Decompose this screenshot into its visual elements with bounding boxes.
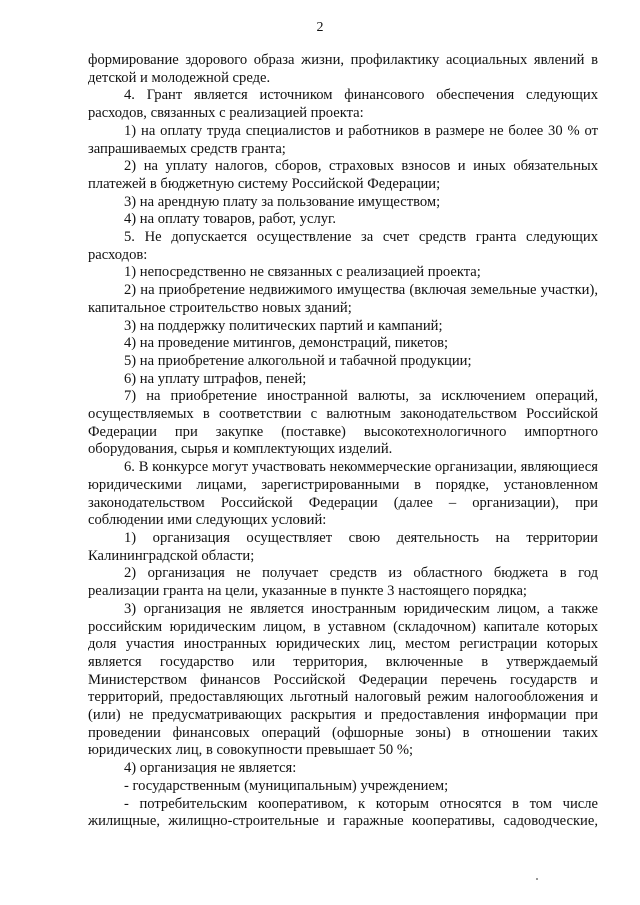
paragraph: 3) на арендную плату за пользование имуществом; [124, 193, 441, 210]
paragraph: 1) на оплату труда специалистов и работников в размере не более 30 % от запрашиваемых средств гранта; [88, 122, 598, 157]
paragraph: 1) организация осуществляет свою деятельность на территории Калининградской области; [88, 529, 598, 564]
paragraph: 4) на проведение митингов, демонстраций, пикетов; [124, 335, 449, 352]
paragraph: 5. Не допускается осуществление за счет средств гранта следующих расходов: [88, 229, 598, 263]
paragraph: 5) на приобретение алкогольной и табачной продукции; [124, 352, 472, 369]
paragraph: - потребительским кооперативом, к которым относятся в том числе жилищные, жилищно-строительные и гаражные кооперативы, садоводческие, [88, 795, 598, 830]
paragraph: - государственным (муниципальным) учреждением; [124, 777, 449, 794]
paragraph: 2) организация не получает средств из областного бюджета в год реализации гранта на цели, указанные в пункте 3 настоящего порядка; [88, 565, 598, 600]
paragraph: 2) на приобретение недвижимого имущества (включая земельные участки), капитальное строительство новых зданий; [88, 282, 598, 316]
paragraph: 1) непосредственно не связанных с реализацией проекта; [124, 264, 481, 281]
paragraph: 6) на уплату штрафов, пеней; [124, 370, 307, 387]
document-body [88, 52, 598, 831]
paragraph: 3) организация не является иностранным юридическим лицом, а также российским юридическим лицом, в уставном (складочном) капитале которых доля участия иностранных юридических лиц, местом регистрации которых является государство или территория, включенные в утверждаемый Министерством финансов Российской Федерации перечень государств и территорий, предоставляющих льготный налоговый режим налогообложения и (или) не предусматривающих раскрытия и предоставления информации при проведении финансовых операций (офшорные зоны) в отношении таких юридических лиц, в совокупности превышает 50 %; [88, 600, 598, 759]
paragraph: 7) на приобретение иностранной валюты, за исключением операций, осуществляемых в соответствии с валютным законодательством Российской Федерации при закупке (поставке) высокотехнологичного импортного оборудования, сырья и комплектующих изделий. [88, 388, 598, 458]
paragraph: 3) на поддержку политических партий и кампаний; [124, 317, 443, 334]
paragraph: 6. В конкурсе могут участвовать некоммерческие организации, являющиеся юридическими лицами, зарегистрированными в порядке, установленном законодательством Российской Федерации (далее – организации), при соблюдении ими следующих условий: [88, 459, 598, 529]
paragraph: формирование здорового образа жизни, профилактику асоциальных явлений в детской и молодежной среде. [88, 52, 598, 86]
page-number: 2 [316, 20, 324, 35]
paragraph: 4) организация не является: [124, 760, 297, 777]
paragraph: 4) на оплату товаров, работ, услуг. [124, 211, 337, 228]
paragraph: 2) на уплату налогов, сборов, страховых взносов и иных обязательных платежей в бюджетную систему Российской Федерации; [88, 158, 598, 192]
paragraph: 4. Грант является источником финансового обеспечения следующих расходов, связанных с реализацией проекта: [88, 87, 598, 122]
scan-speck [536, 878, 538, 880]
